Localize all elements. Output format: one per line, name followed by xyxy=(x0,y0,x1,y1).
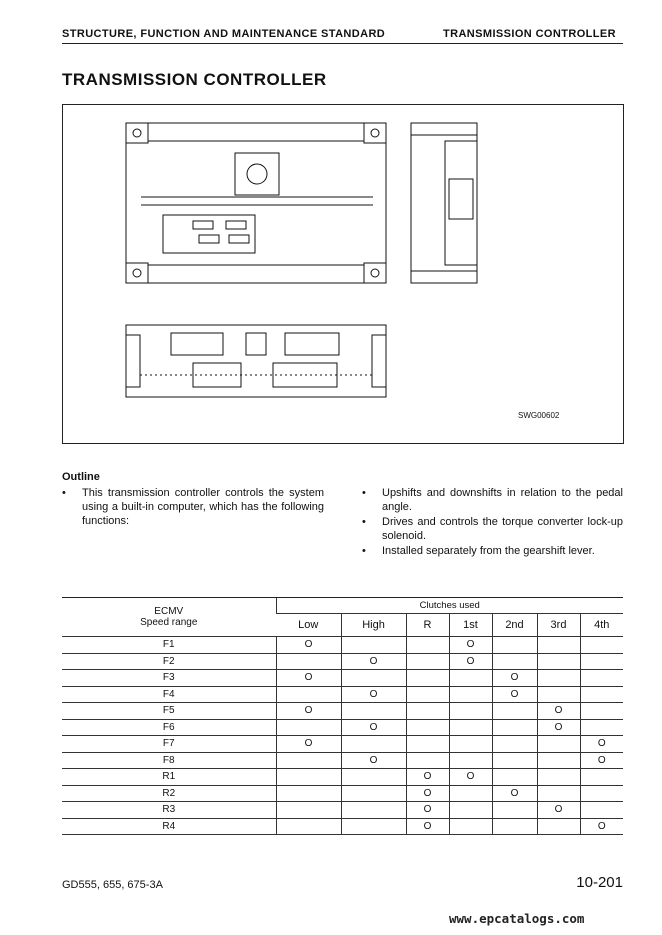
outline-item: • Upshifts and downshifts in relation to the pedal angle. xyxy=(362,486,623,514)
clutch-cell: O xyxy=(449,653,492,670)
clutch-cell xyxy=(492,653,537,670)
clutch-cell xyxy=(537,686,580,703)
clutch-cell xyxy=(276,818,341,835)
outline-list-right xyxy=(362,486,623,559)
clutch-cell xyxy=(580,686,623,703)
column-header: 1st xyxy=(449,614,492,637)
clutch-cell: O xyxy=(449,769,492,786)
speed-range-label: F1 xyxy=(62,637,276,654)
speed-range-label: R3 xyxy=(62,802,276,819)
clutch-cell: O xyxy=(406,802,449,819)
clutch-cell xyxy=(537,736,580,753)
table-row xyxy=(62,802,623,819)
clutch-cell: O xyxy=(276,670,341,687)
clutch-cell xyxy=(276,653,341,670)
table-row xyxy=(62,703,623,720)
clutch-cell: O xyxy=(580,752,623,769)
clutch-cell xyxy=(492,637,537,654)
corner-label-ecmv: ECMV xyxy=(154,606,184,617)
column-header: Low xyxy=(276,614,341,637)
clutch-cell xyxy=(537,653,580,670)
speed-range-label: R4 xyxy=(62,818,276,835)
clutch-cell: O xyxy=(492,785,537,802)
clutch-cell xyxy=(341,802,406,819)
table-row xyxy=(62,736,623,753)
outline-list-left xyxy=(62,486,324,529)
clutch-cell: O xyxy=(492,686,537,703)
side-view-outline xyxy=(411,123,477,283)
clutch-cell: O xyxy=(341,752,406,769)
clutch-cell xyxy=(449,670,492,687)
column-header: R xyxy=(406,614,449,637)
clutch-cell xyxy=(492,769,537,786)
clutch-cell xyxy=(449,785,492,802)
table-row xyxy=(62,818,623,835)
clutch-cell xyxy=(449,686,492,703)
speed-range-label: R2 xyxy=(62,785,276,802)
footer-model: GD555, 655, 675-3A xyxy=(62,879,163,891)
clutch-cell xyxy=(406,670,449,687)
clutch-cell: O xyxy=(341,653,406,670)
header-section-title: STRUCTURE, FUNCTION AND MAINTENANCE STANDARD xyxy=(62,28,386,40)
table-row xyxy=(62,653,623,670)
speed-range-label: F5 xyxy=(62,703,276,720)
corner-label-speed-range: Speed range xyxy=(140,617,198,628)
column-header: 2nd xyxy=(492,614,537,637)
clutch-cell xyxy=(341,670,406,687)
clutch-cell xyxy=(537,769,580,786)
connector-view-outline xyxy=(126,325,386,397)
clutch-cell: O xyxy=(276,736,341,753)
watermark: www.epcatalogs.com xyxy=(449,911,585,926)
speed-range-label: R1 xyxy=(62,769,276,786)
clutch-cell: O xyxy=(341,719,406,736)
table-row xyxy=(62,670,623,687)
clutch-cell xyxy=(449,736,492,753)
clutch-cell xyxy=(580,769,623,786)
clutch-table xyxy=(62,597,623,835)
clutch-cell xyxy=(580,637,623,654)
clutch-cell xyxy=(276,769,341,786)
clutch-cell xyxy=(492,802,537,819)
clutch-cell xyxy=(492,818,537,835)
clutch-cell xyxy=(492,703,537,720)
outline-item: • Drives and controls the torque converter lock-up solenoid. xyxy=(362,515,623,543)
figure-code: SWG00602 xyxy=(518,411,560,420)
table-row xyxy=(62,752,623,769)
clutches-used-header: Clutches used xyxy=(276,598,623,614)
clutch-cell xyxy=(580,719,623,736)
clutch-cell: O xyxy=(537,719,580,736)
table-body xyxy=(62,637,623,835)
clutch-cell xyxy=(406,703,449,720)
clutch-cell xyxy=(580,703,623,720)
clutch-cell xyxy=(537,752,580,769)
speed-range-label: F2 xyxy=(62,653,276,670)
clutch-cell xyxy=(276,802,341,819)
clutch-cell: O xyxy=(276,637,341,654)
clutch-cell xyxy=(449,818,492,835)
clutch-cell: O xyxy=(406,818,449,835)
clutch-cell: O xyxy=(580,818,623,835)
outline-item: • This transmission controller controls the system using a built-in computer, which has the following functions: xyxy=(62,486,324,528)
clutch-cell xyxy=(406,719,449,736)
column-header: 4th xyxy=(580,614,623,637)
clutch-cell: O xyxy=(492,670,537,687)
clutch-cell xyxy=(537,818,580,835)
speed-range-label: F6 xyxy=(62,719,276,736)
clutch-cell: O xyxy=(341,686,406,703)
clutch-cell xyxy=(341,736,406,753)
table-row xyxy=(62,637,623,654)
clutch-cell xyxy=(341,785,406,802)
clutch-cell xyxy=(341,818,406,835)
clutch-cell xyxy=(537,670,580,687)
header-divider xyxy=(62,43,623,44)
clutch-cell: O xyxy=(449,637,492,654)
page-title: TRANSMISSION CONTROLLER xyxy=(62,70,327,89)
clutch-cell: O xyxy=(406,785,449,802)
header-page-topic: TRANSMISSION CONTROLLER xyxy=(443,28,616,40)
clutch-cell xyxy=(449,703,492,720)
speed-range-label: F7 xyxy=(62,736,276,753)
clutch-cell xyxy=(492,736,537,753)
clutch-cell xyxy=(580,670,623,687)
clutch-cell xyxy=(406,686,449,703)
clutch-cell xyxy=(537,785,580,802)
clutch-cell xyxy=(537,637,580,654)
clutch-cell xyxy=(276,686,341,703)
clutch-cell xyxy=(341,637,406,654)
clutch-cell: O xyxy=(406,769,449,786)
outline-heading: Outline xyxy=(62,471,100,483)
clutch-cell: O xyxy=(537,703,580,720)
clutch-cell xyxy=(580,653,623,670)
table-row xyxy=(62,686,623,703)
clutch-cell xyxy=(406,736,449,753)
clutch-cell xyxy=(492,752,537,769)
clutch-cell xyxy=(406,752,449,769)
clutch-cell xyxy=(492,719,537,736)
table-corner-header xyxy=(62,598,276,637)
front-view-outline xyxy=(126,123,386,283)
table-row xyxy=(62,719,623,736)
speed-range-label: F8 xyxy=(62,752,276,769)
clutch-cell xyxy=(449,802,492,819)
clutch-cell xyxy=(341,703,406,720)
clutch-cell xyxy=(276,752,341,769)
clutch-cell xyxy=(449,752,492,769)
column-header: High xyxy=(341,614,406,637)
footer-page-number: 10-201 xyxy=(576,874,623,891)
clutch-cell: O xyxy=(537,802,580,819)
clutch-cell xyxy=(406,653,449,670)
clutch-cell xyxy=(580,802,623,819)
outline-item: • Installed separately from the gearshift lever. xyxy=(362,544,623,558)
controller-drawing xyxy=(63,105,623,443)
column-header: 3rd xyxy=(537,614,580,637)
table-row xyxy=(62,785,623,802)
clutch-cell xyxy=(276,785,341,802)
table-row xyxy=(62,769,623,786)
clutch-cell xyxy=(406,637,449,654)
controller-figure xyxy=(62,104,624,444)
speed-range-label: F3 xyxy=(62,670,276,687)
clutch-cell xyxy=(341,769,406,786)
clutch-cell: O xyxy=(580,736,623,753)
speed-range-label: F4 xyxy=(62,686,276,703)
clutch-cell xyxy=(449,719,492,736)
clutch-cell xyxy=(580,785,623,802)
clutch-cell: O xyxy=(276,703,341,720)
clutch-cell xyxy=(276,719,341,736)
